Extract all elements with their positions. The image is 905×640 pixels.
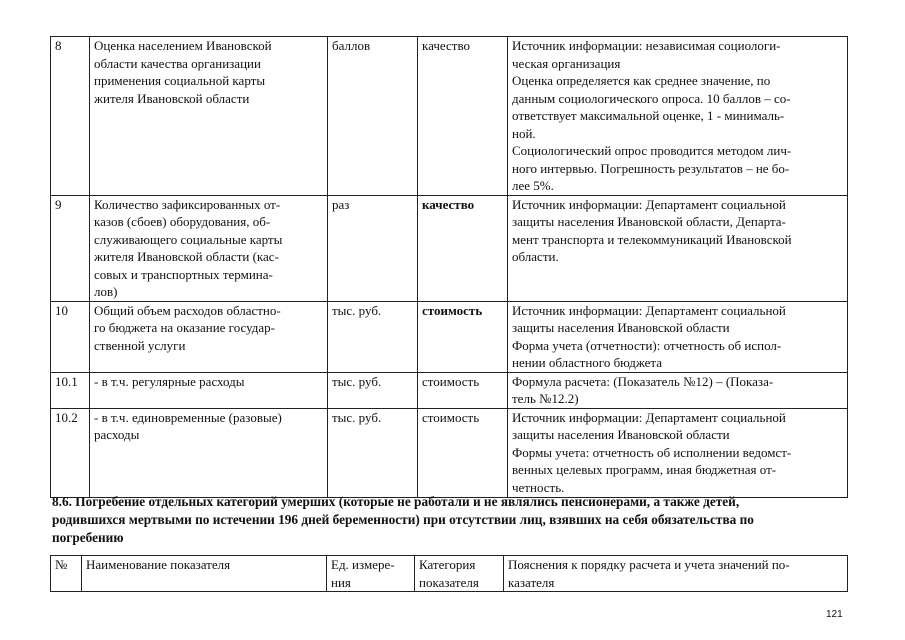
cell-line: жителя Ивановской области [94, 90, 250, 106]
cell-text: стоимость [422, 409, 480, 425]
section-heading-line: родившихся мертвыми по истечении 196 дней беременности) при отсутствии лиц, взявших на себя обязательства по [52, 512, 754, 527]
cell-line: Формы учета: отчетность об исполнении ведомст- [512, 444, 792, 460]
cell-line: ственной услуги [94, 337, 186, 353]
cell-indicator-name [90, 195, 328, 301]
cell-line: жителя Ивановской области (кас- [94, 249, 279, 264]
cell-line: - в т.ч. единовременные (разовые) [94, 409, 282, 425]
cell-notes [508, 195, 848, 301]
table-row [51, 195, 848, 301]
cell-line: Источник информации: Департамент социальной [512, 196, 786, 212]
cell-line: защиты населения Ивановской области [512, 320, 730, 335]
cell-line: Общий объем расходов областно- [94, 302, 281, 318]
section-heading [52, 493, 852, 547]
cell-text: качество [422, 38, 471, 53]
header-cell-unit: Ед. измере- ния [327, 556, 415, 592]
cell-indicator-name [90, 372, 328, 408]
indicators-table [50, 36, 848, 498]
cell-line: ответствует максимальной оценке, 1 - минималь- [512, 108, 785, 123]
cell-category [418, 301, 508, 372]
cell-unit [328, 37, 418, 196]
header-table [50, 555, 848, 592]
cell-unit [328, 195, 418, 301]
cell-text: 10.1 [55, 373, 78, 389]
cell-indicator-name [90, 408, 328, 497]
cell-line: области. [512, 249, 559, 264]
cell-notes [508, 408, 848, 497]
header-row [51, 556, 848, 592]
header-cell-notes: Пояснения к порядку расчета и учета значений по- казателя [504, 556, 848, 592]
cell-text: тыс. руб. [332, 409, 382, 425]
cell-num [51, 37, 90, 196]
cell-line: нении областного бюджета [512, 355, 663, 370]
cell-text: тыс. руб. [332, 302, 382, 318]
cell-line: мент транспорта и телекоммуникаций Ивановской [512, 231, 792, 247]
cell-category [418, 195, 508, 301]
page-number: 121 [826, 609, 843, 620]
cell-text: 10.2 [55, 409, 78, 425]
cell-line: совых и транспортных термина- [94, 266, 273, 282]
cell-line: расходы [94, 427, 140, 442]
cell-line: четность. [512, 479, 565, 495]
cell-category [418, 408, 508, 497]
cell-text: стоимость [422, 302, 483, 318]
cell-text: 9 [55, 196, 62, 212]
cell-line: го бюджета на оказание государ- [94, 320, 276, 335]
cell-line: ного интервью. Погрешность результатов – не бо- [512, 160, 790, 176]
cell-num [51, 372, 90, 408]
cell-line: Источник информации: Департамент социальной [512, 409, 786, 425]
table-row [51, 301, 848, 372]
cell-line: Источник информации: независимая социологи- [512, 38, 781, 53]
cell-line: Социологический опрос проводится методом лич- [512, 143, 792, 158]
cell-line: Оценка определяется как среднее значение, по [512, 73, 771, 88]
cell-line: данным социологического опроса. 10 баллов – со- [512, 90, 791, 106]
cell-line: лов) [94, 284, 118, 299]
cell-line: Формула расчета: (Показатель №12) – (Показа- [512, 373, 774, 389]
cell-line: защиты населения Ивановской области [512, 427, 730, 442]
cell-notes [508, 372, 848, 408]
cell-line: Форма учета (отчетности): отчетность об испол- [512, 337, 782, 353]
cell-indicator-name [90, 37, 328, 196]
cell-line: Количество зафиксированных от- [94, 196, 281, 212]
cell-unit [328, 408, 418, 497]
cell-line: защиты населения Ивановской области, Департа- [512, 214, 786, 229]
cell-category [418, 372, 508, 408]
cell-unit [328, 372, 418, 408]
cell-num [51, 408, 90, 497]
cell-text: 10 [55, 302, 68, 318]
section-heading-line: погребению [52, 530, 124, 545]
header-cell-category: Категория показателя [415, 556, 504, 592]
cell-text: стоимость [422, 373, 480, 389]
cell-unit [328, 301, 418, 372]
cell-notes [508, 301, 848, 372]
header-cell-num: № [51, 556, 82, 592]
section-heading-line: 8.6. Погребение отдельных категорий умерших (которые не работали и не являлись пенсионерами, а также детей, [52, 494, 740, 509]
cell-text: 8 [55, 38, 62, 53]
cell-line: ной. [512, 125, 536, 141]
cell-line: ческая организация [512, 55, 621, 71]
table-row [51, 37, 848, 196]
cell-line: Оценка населением Ивановской [94, 38, 272, 53]
cell-line: применения социальной карты [94, 73, 266, 88]
cell-category [418, 37, 508, 196]
table-row [51, 408, 848, 497]
cell-line: Источник информации: Департамент социальной [512, 302, 786, 318]
cell-num [51, 301, 90, 372]
cell-line: служивающего социальные карты [94, 231, 283, 247]
cell-notes [508, 37, 848, 196]
cell-line: лее 5%. [512, 178, 554, 193]
cell-text: раз [332, 196, 350, 212]
cell-indicator-name [90, 301, 328, 372]
table-row [51, 372, 848, 408]
cell-line: венных целевых программ, иная бюджетная от- [512, 462, 777, 477]
cell-num [51, 195, 90, 301]
cell-line: казов (сбоев) оборудования, об- [94, 214, 271, 229]
cell-line: - в т.ч. регулярные расходы [94, 373, 245, 389]
cell-text: баллов [332, 38, 371, 53]
header-cell-name: Наименование показателя [82, 556, 327, 592]
cell-line: области качества организации [94, 55, 261, 71]
cell-text: качество [422, 196, 475, 212]
cell-line: тель №12.2) [512, 391, 579, 406]
cell-text: тыс. руб. [332, 373, 382, 389]
